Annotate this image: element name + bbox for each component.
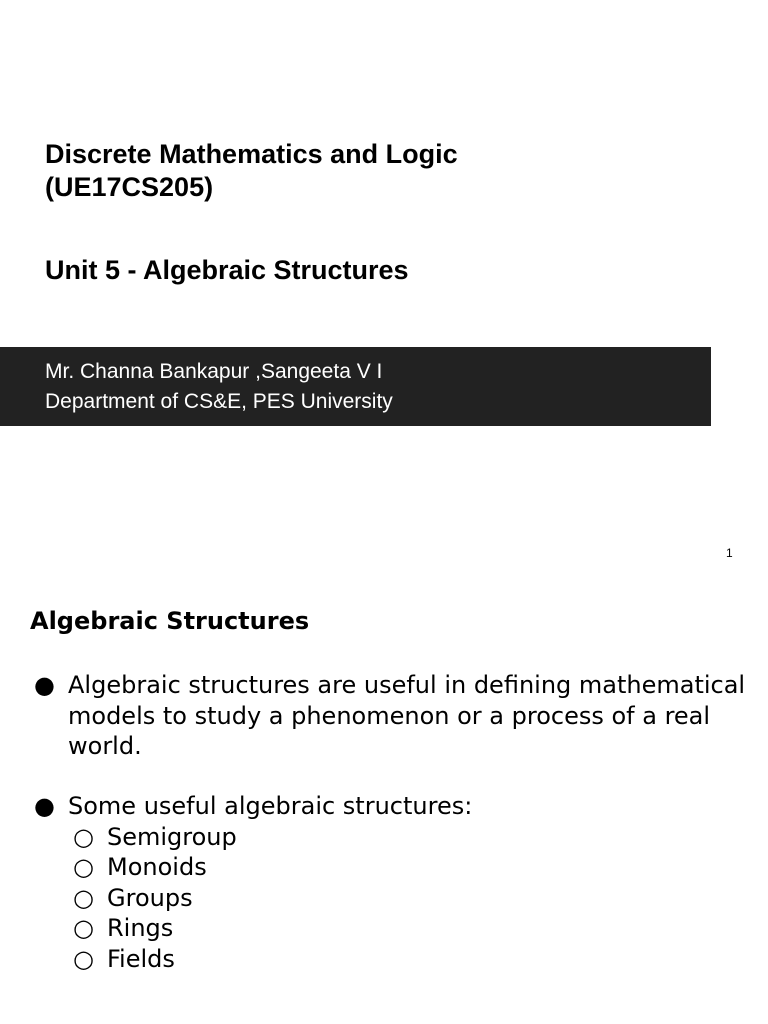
circle-bullet-icon: ○: [73, 822, 94, 851]
sub-bullet-text: Groups: [107, 883, 193, 912]
author-names: Mr. Channa Bankapur ,Sangeeta V I: [45, 360, 383, 383]
course-title: [45, 138, 725, 204]
bullet-dot-icon: ●: [34, 792, 55, 820]
sub-bullet-item: [30, 913, 750, 944]
section-title: Algebraic Structures: [30, 607, 310, 635]
bullet-item: [30, 791, 750, 974]
sub-bullet-item: [30, 852, 750, 883]
course-title-line-1: Discrete Mathematics and Logic: [45, 139, 458, 169]
bullet-row: [30, 670, 750, 762]
circle-bullet-icon: ○: [73, 944, 94, 973]
slide-number: 1: [726, 546, 733, 560]
bullet-item: [30, 670, 750, 762]
sub-bullet-item: [30, 883, 750, 914]
bullet-row: [30, 791, 750, 822]
sub-bullet-text: Rings: [107, 914, 174, 942]
bullet-text: Some useful algebraic structures:: [68, 792, 473, 820]
author-banner: [0, 347, 711, 426]
bullet-text: Algebraic structures are useful in defining mathematical models to study a phenomenon or a process of a real world.: [68, 671, 746, 760]
sub-bullet-text: Monoids: [107, 853, 207, 881]
sub-bullet-text: Fields: [107, 944, 175, 973]
circle-bullet-icon: ○: [73, 914, 94, 942]
course-code: (UE17CS205): [45, 172, 214, 202]
sub-bullet-text: Semigroup: [107, 822, 237, 851]
department-name: Department of CS&E, PES University: [45, 390, 393, 413]
sub-bullet-list: [30, 822, 750, 975]
sub-bullet-item: [30, 944, 750, 975]
circle-bullet-icon: ○: [73, 853, 94, 881]
unit-title: Unit 5 - Algebraic Structures: [45, 255, 409, 285]
circle-bullet-icon: ○: [73, 883, 94, 912]
bullet-dot-icon: ●: [34, 671, 55, 699]
sub-bullet-item: [30, 822, 750, 853]
